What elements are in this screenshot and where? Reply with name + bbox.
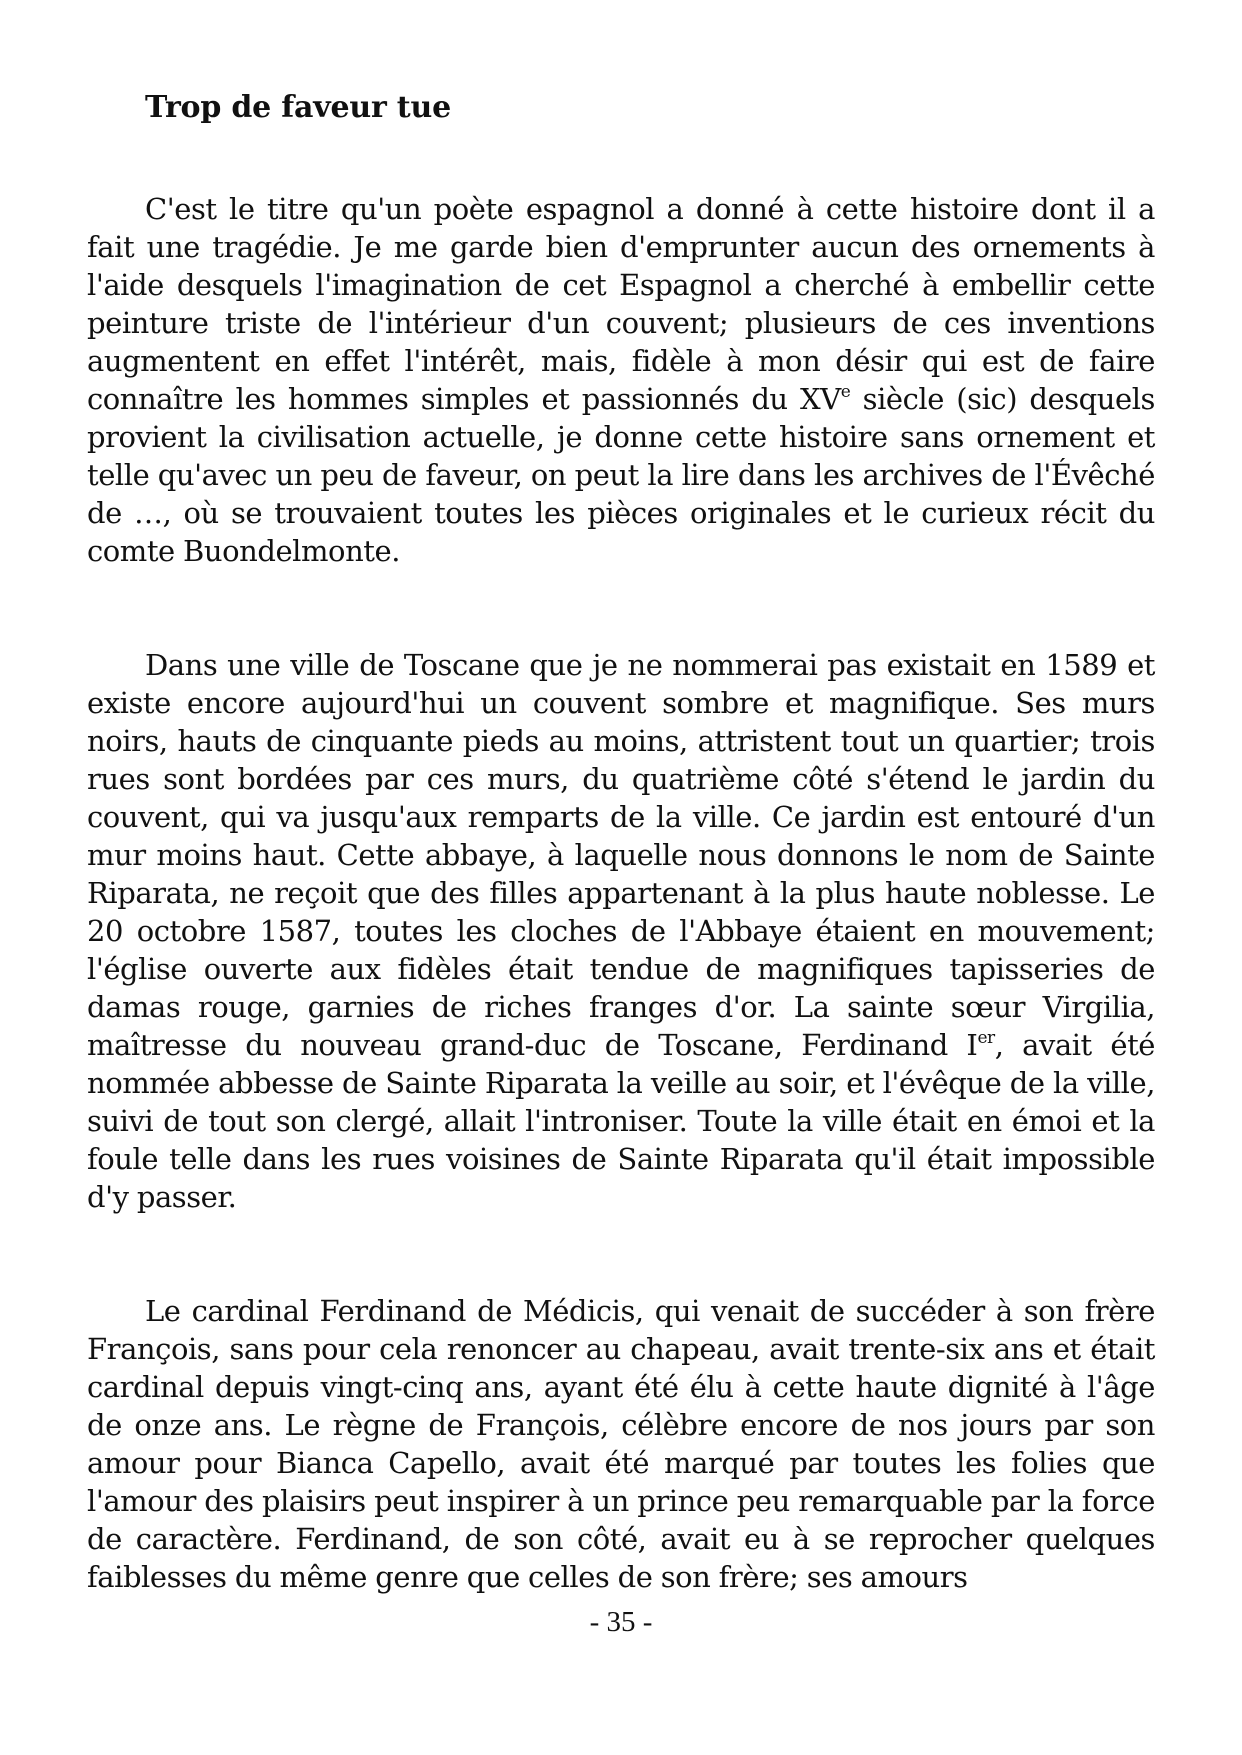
paragraph-1-text-b: siècle (sic) desquels provient la civilisation actuelle, je donne cette histoire sans ornement et telle qu'avec un peu de faveur, on peut la lire dans les archives de l'Évêché de …, où se trouvaient toutes les pièces originales et le curieux récit du comte Buondelmonte. — [87, 382, 1155, 568]
paragraph-2 — [87, 646, 1155, 1216]
paragraph-2-text-a: Dans une ville de Toscane que je ne nommerai pas existait en 1589 et existe encore aujourd'hui un couvent sombre et magnifique. Ses murs noirs, hauts de cinquante pieds au moins, attristent tout un quartier; trois rues sont bordées par ces murs, du quatrième côté s'étend le jardin du couvent, qui va jusqu'aux remparts de la ville. Ce jardin est entouré d'un mur moins haut. Cette abbaye, à laquelle nous donnons le nom de Sainte Riparata, ne reçoit que des filles appartenant à la plus haute noblesse. Le 20 octobre 1587, toutes les cloches de l'Abbaye étaient en mouvement; l'église ouverte aux fidèles était tendue de magnifiques tapisseries de damas rouge, garnies de riches franges d'or. La sainte sœur Virgilia, maîtresse du nouveau grand-duc de Toscane, Ferdinand I — [87, 648, 1155, 1062]
century-superscript: e — [840, 382, 851, 402]
paragraph-1-text-a: C'est le titre qu'un poète espagnol a donné à cette histoire dont il a fait une tragédie. Je me garde bien d'emprunter aucun des ornements à l'aide desquels l'imagination de cet Espagnol a cherché à embellir cette peinture triste de l'intérieur d'un couvent; plusieurs de ces inventions augmentent en effet l'intérêt, mais, fidèle à mon désir qui est de faire connaître les hommes simples et passionnés du XV — [87, 192, 1155, 416]
paragraph-1 — [87, 190, 1155, 570]
chapter-title: Trop de faveur tue — [145, 90, 451, 125]
ordinal-superscript: er — [977, 1028, 995, 1048]
paragraph-3: Le cardinal Ferdinand de Médicis, qui venait de succéder à son frère François, sans pour cela renoncer au chapeau, avait trente-six ans et était cardinal depuis vingt-cinq ans, ayant été élu à cette haute dignité à l'âge de onze ans. Le règne de François, célèbre encore de nos jours par son amour pour Bianca Capello, avait été marqué par toutes les folies que l'amour des plaisirs peut inspirer à un prince peu remarquable par la force de caractère. Ferdinand, de son côté, avait eu à se reprocher quelques faiblesses du même genre que celles de son frère; ses amours — [87, 1294, 1155, 1594]
page-number: - 35 - — [589, 1606, 653, 1638]
page-body — [87, 88, 1155, 1596]
paragraph-2-text-b: , avait été nommée abbesse de Sainte Riparata la veille au soir, et l'évêque de la ville, suivi de tout son clergé, allait l'introniser. Toute la ville était en émoi et la foule telle dans les rues voisines de Sainte Riparata qu'il était impossible d'y passer. — [87, 1028, 1155, 1214]
